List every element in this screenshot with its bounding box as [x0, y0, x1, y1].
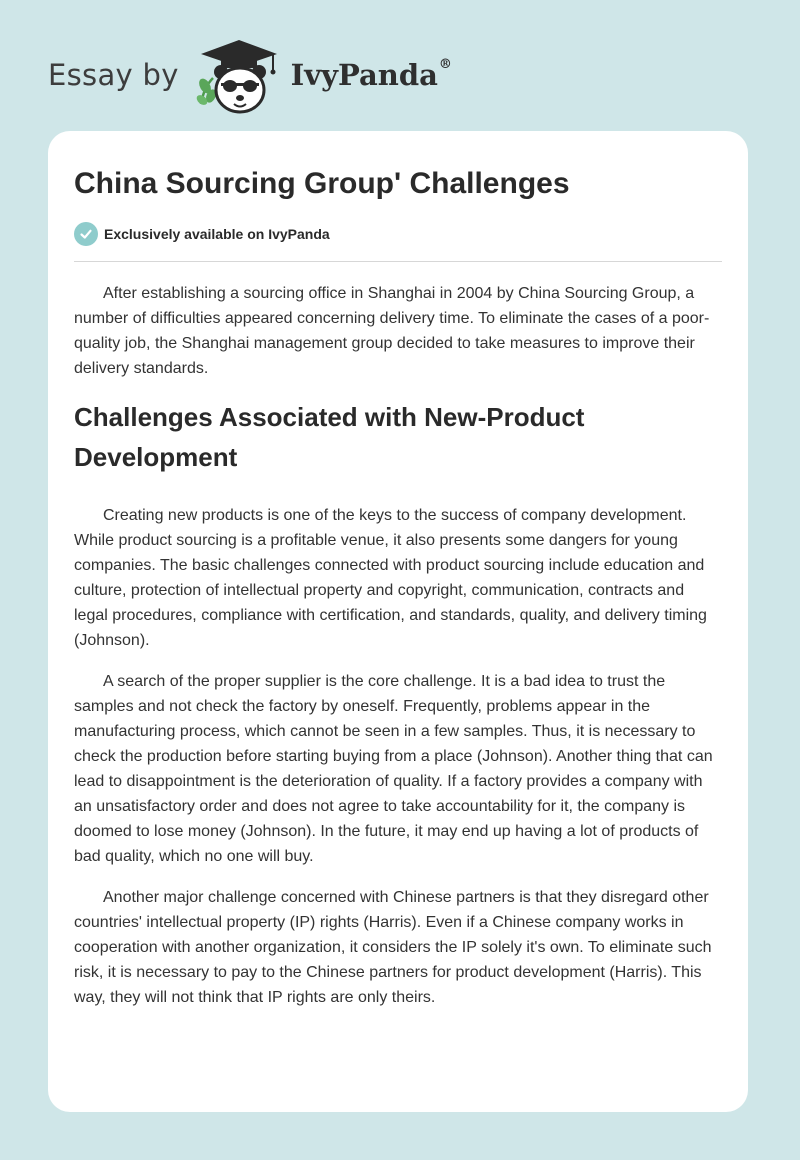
body-paragraph: A search of the proper supplier is the core challenge. It is a bad idea to trust the samples and not check the factory by oneself. Frequently, problems appear in the manufacturing process, which cannot be seen in a few samples. Thus, it is necessary to check the production before starting buying from a place (Johnson). Another thing that can lead to disappointment is the deterioration of quality. If a factory provides a company with an unsatisfactory order and does not agree to take accountability for it, the company is doomed to lose money (Johnson). In the future, it may end up having a lot of products of bad quality, which no one will buy.	[74, 673, 713, 865]
essay-body	[74, 281, 722, 1026]
exclusive-badge	[74, 222, 330, 246]
exclusive-label: Exclusively available on IvyPanda	[104, 226, 330, 242]
registered-mark: ®	[438, 57, 452, 73]
section-heading: Challenges Associated with New-Product Development	[74, 402, 585, 472]
essay-card	[48, 131, 748, 1112]
divider	[74, 261, 722, 262]
brand-name: IvyPanda®	[290, 57, 452, 92]
body-paragraph: Creating new products is one of the keys to the success of company development. While product sourcing is a profitable venue, it also presents some dangers for young companies. The basic challenges connected with product sourcing include education and culture, protection of intellectual property and copyright, communication, contracts and legal procedures, compliance with certification, and standards, quality, and delivery timing (Johnson).	[74, 507, 707, 649]
panda-graduate-icon	[193, 34, 285, 116]
body-paragraph: Another major challenge concerned with Chinese partners is that they disregard other countries' intellectual property (IP) rights (Harris). Even if a Chinese company works in cooperation with another organization, it considers the IP solely it's own. To eliminate such risk, it is necessary to pay to the Chinese partners for product development (Harris). This way, they will not think that IP rights are only theirs.	[74, 889, 712, 1006]
intro-paragraph: After establishing a sourcing office in Shanghai in 2004 by China Sourcing Group, a number of difficulties appeared concerning delivery time. To eliminate the cases of a poor-quality job, the Shanghai management group decided to take measures to improve their delivery standards.	[74, 285, 710, 377]
check-circle-icon	[74, 222, 98, 246]
essay-by-label: Essay by	[48, 58, 179, 92]
site-header	[48, 30, 452, 120]
page-title: China Sourcing Group' Challenges	[74, 167, 570, 200]
